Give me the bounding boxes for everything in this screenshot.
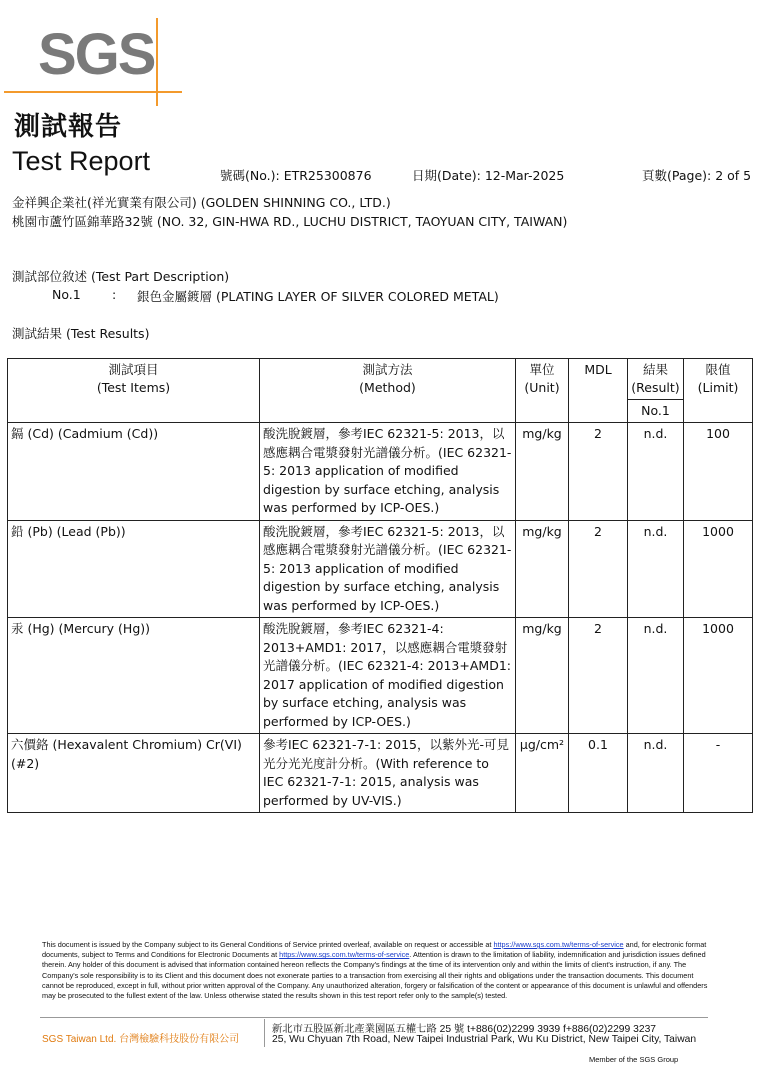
footer-address-en: 25, Wu Chyuan 7th Road, New Taipei Industrial Park, Wu Ku District, New Taipei City, Taiwan [272,1034,697,1045]
report-title-en: Test Report [12,146,151,176]
header-items-zh: 測試項目 [108,362,159,377]
header-result-zh: 結果 [642,362,668,377]
legal-text-1: This document is issued by the Company subject to its General Conditions of Service printed overleaf, available on request or accessible at [42,940,494,949]
header-unit-zh: 單位 [529,362,555,377]
header-unit [516,359,569,423]
header-result-no: No.1 [628,400,684,423]
test-item: 鉛 (Pb) (Lead (Pb)) [8,520,260,618]
test-item: 汞 (Hg) (Mercury (Hg)) [8,618,260,734]
legal-disclaimer [42,940,710,1001]
table-row [8,520,753,618]
table-header-row [8,359,753,400]
header-method [260,359,516,423]
client-company: 金祥興企業社(祥光實業有限公司) (GOLDEN SHINNING CO., LTD.) [12,195,391,210]
report-number: 號碼(No.): ETR25300876 [220,168,372,183]
test-item: 鎘 (Cd) (Cadmium (Cd)) [8,423,260,521]
result: n.d. [628,423,684,521]
unit: mg/kg [516,618,569,734]
legal-text-2: and, for electronic format documents, subject to Terms and Conditions for Electronic Documents at [42,940,707,960]
part-number: No.1 [52,287,81,302]
header-result-en: (Result) [631,380,680,395]
part-colon: : [112,287,117,302]
test-method: 酸洗脫鍍層，參考IEC 62321-5: 2013，以感應耦合電漿發射光譜儀分析。(IEC 62321-5: 2013 application of modified digestion by surface etching, analysis was performed by ICP-OES.) [260,423,516,521]
mdl: 2 [569,423,628,521]
mdl: 2 [569,618,628,734]
test-method: 參考IEC 62321-7-1: 2015，以紫外光-可見光分光光度計分析。(With reference to IEC 62321-7-1: 2015, analysis was performed by UV-VIS.) [260,734,516,813]
legal-text-3: . Attention is drawn to the limitation of liability, indemnification and jurisdiction issues defined therein. Any holder of this document is advised that information contained hereon reflects the Company's findings at the time of its intervention only and within the limits of client's instruction, if any. The Company's sole responsibility is to its Client and this document does not exonerate parties to a transaction from exercising all their rights and obligations under the transaction documents. This document cannot be reproduced, except in full, without prior written approval of the Company. Any unauthorized alteration, forgery or falsification of the content or appearance of this document is unlawful and offenders may be prosecuted to the fullest extent of the law. Unless otherwise stated the results shown in this test report refer only to the sample(s) tested. [42,950,708,1001]
result: n.d. [628,520,684,618]
client-address: 桃園市蘆竹區錦華路32號 (NO. 32, GIN-HWA RD., LUCHU DISTRICT, TAOYUAN CITY, TAIWAN) [12,214,568,229]
results-heading: 測試結果 (Test Results) [12,326,150,341]
part-description-heading: 測試部位敘述 (Test Part Description) [12,269,230,284]
mdl: 2 [569,520,628,618]
header-method-en: (Method) [359,380,416,395]
unit: mg/kg [516,520,569,618]
result: n.d. [628,618,684,734]
results-table [7,358,753,813]
table-row [8,618,753,734]
header-limit-zh: 限值 [705,362,731,377]
unit: μg/cm² [516,734,569,813]
header-limit-en: (Limit) [697,380,739,395]
test-method: 酸洗脫鍍層，參考IEC 62321-4: 2013+AMD1: 2017，以感應耦合電漿發射光譜儀分析。(IEC 62321-4: 2013+AMD1: 2017 application of modified digestion by surface etching, analysis was performed by ICP-OES.) [260,618,516,734]
limit: 1000 [684,618,753,734]
result: n.d. [628,734,684,813]
unit: mg/kg [516,423,569,521]
page-number: 頁數(Page): 2 of 5 [642,168,752,183]
footer-divider [40,1017,708,1018]
test-item: 六價鉻 (Hexavalent Chromium) Cr(VI) (#2) [8,734,260,813]
sgs-logo [4,10,182,96]
limit: 1000 [684,520,753,618]
table-row [8,734,753,813]
header-test-items [8,359,260,423]
footer-company: SGS Taiwan Ltd. 台灣檢驗科技股份有限公司 [42,1034,240,1045]
header-unit-en: (Unit) [524,380,560,395]
limit: - [684,734,753,813]
header-result [628,359,684,400]
footer-vertical-divider [264,1019,265,1047]
report-title-zh: 測試報告 [14,112,123,142]
header-limit [684,359,753,423]
logo-accent-vline [156,18,158,106]
terms-link-1[interactable]: https://www.sgs.com.tw/terms-of-service [493,940,624,949]
table-row [8,423,753,521]
header-items-en: (Test Items) [96,380,171,395]
member-of-sgs-group: Member of the SGS Group [589,1055,679,1064]
logo-text: SGS [38,22,155,87]
part-description: 銀色金屬鍍層 (PLATING LAYER OF SILVER COLORED METAL) [137,289,499,304]
report-date: 日期(Date): 12-Mar-2025 [412,168,565,183]
header-method-zh: 測試方法 [362,362,413,377]
footer-address-zh: 新北市五股區新北產業園區五權七路 25 號 t+886(02)2299 3939 f+886(02)2299 3237 [272,1024,657,1035]
test-method: 酸洗脫鍍層，參考IEC 62321-5: 2013，以感應耦合電漿發射光譜儀分析。(IEC 62321-5: 2013 application of modified digestion by surface etching, analysis was performed by ICP-OES.) [260,520,516,618]
mdl: 0.1 [569,734,628,813]
terms-link-2[interactable]: https://www.sgs.com.tw/terms-of-service [279,950,410,960]
limit: 100 [684,423,753,521]
header-mdl: MDL [569,359,628,423]
